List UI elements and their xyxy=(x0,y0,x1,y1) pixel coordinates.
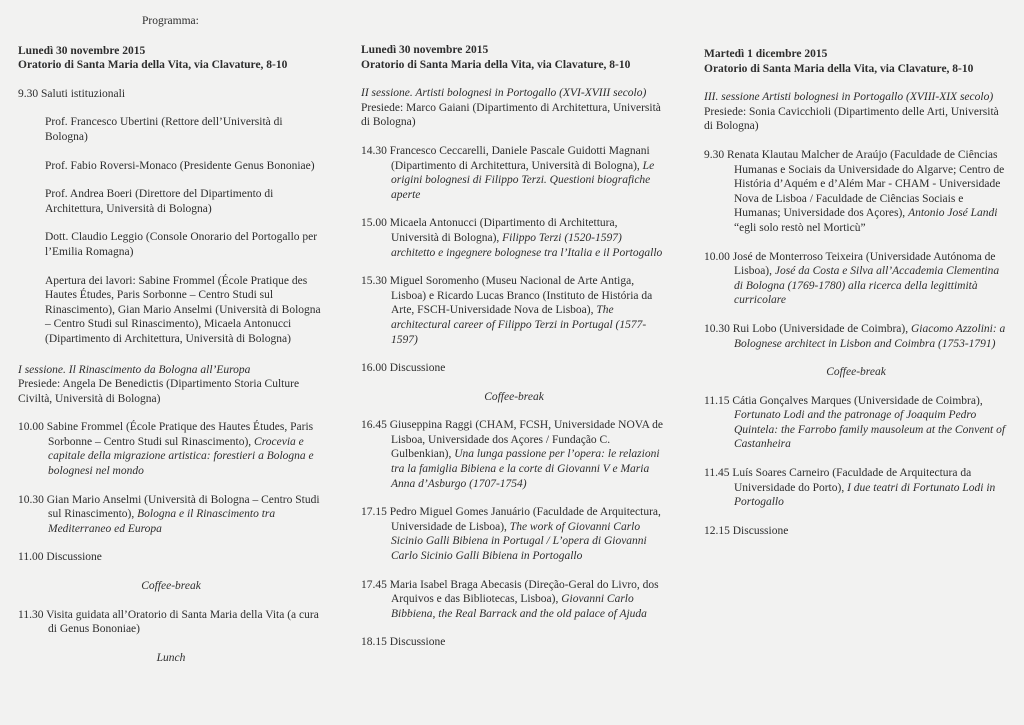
talk-title: Giovanni Carlo Bibbiena, the Real Barrack and the old palace of Ajuda xyxy=(391,593,647,620)
talk xyxy=(704,322,1008,351)
talk-speaker: 11.45 Luís Soares Carneiro (Faculdade de Arquitectura da Universidade do Porto), xyxy=(704,467,972,494)
talk-speaker: 17.45 Maria Isabel Braga Abecasis (Direção-Geral do Livro, dos Arquivos e das Bibliotecas, Lisboa), xyxy=(361,578,659,606)
session-chair: Presiede: Angela De Benedictis (Dipartimento Storia Culture Civiltà, Università di Bologna) xyxy=(18,378,300,405)
session-chair: Presiede: Sonia Cavicchioli (Dipartimento delle Arti, Università di Bologna) xyxy=(704,105,999,133)
lunch: Lunch xyxy=(156,651,186,664)
programme-title: Programma: xyxy=(142,15,199,27)
talk xyxy=(18,420,324,478)
talk-speaker: 15.30 Miguel Soromenho (Museu Nacional de Arte Antiga, Lisboa) e Ricardo Lucas Branco (Instituto de História da Arte, FSCH-Universidade Nova de Lisboa), xyxy=(361,275,653,317)
welcome-line: 9.30 Saluti istituzionali xyxy=(18,87,126,100)
opening-remarks: Apertura dei lavori: Sabine Frommel (École Pratique des Hautes Études, Paris Sorbonne – Centro Studi sul Rinascimento), Gian Mario Anselmi (Università di Bologna – Centro Studi sul Rinascimento), Micaela Antonucci (Dipartimento di Architettura, Università di Bologna) xyxy=(45,274,321,345)
talk xyxy=(704,394,1008,452)
talk xyxy=(361,578,667,622)
talk-quote: “egli solo restò nel Morticù” xyxy=(734,221,866,234)
session-title: III. sessione Artisti bolognesi in Portogallo (XVIII-XIX secolo) xyxy=(704,91,994,104)
column-day2 xyxy=(686,0,1024,725)
talk-title: Giacomo Azzolini: a Bolognese architect in Lisbon and Coimbra (1753-1791) xyxy=(734,322,1006,350)
talk-title: Filippo Terzi (1520-1597) architetto e ingegnere bolognese tra l’Italia e il Portogallo xyxy=(391,231,663,259)
talk-title: José da Costa e Silva all’Accademia Clementina di Bologna (1769-1780) alla ricerca della legittimità curricolare xyxy=(734,265,1000,307)
talk-title: The work of Giovanni Carlo Sicinio Galli Bibiena in Portugal / L’opera di Giovanni Carlo Sicinio Galli Bibiena in Portogallo xyxy=(391,520,647,563)
column-day1-afternoon xyxy=(343,0,683,725)
talk xyxy=(361,216,667,260)
column-day1-morning xyxy=(0,0,340,725)
talk-title: The architectural career of Filippo Terzi in Portugal (1577-1597) xyxy=(391,304,647,346)
talk-speaker: 9.30 Renata Klautau Malcher de Araújo (Faculdade de Ciências Humanas e Sociais da Universidade do Algarve; Centro de História d’Aquém e d’Além Mar - CHAM - Universidade Nova de Lisboa / Faculdade de Ciências Sociais e Humanas; Universidade dos Açores), xyxy=(704,148,1005,220)
talk-speaker: 17.15 Pedro Miguel Gomes Januário (Faculdade de Arquitectura, Universidade de Lisboa), xyxy=(361,506,661,533)
talk xyxy=(18,493,324,537)
discussion: 18.15 Discussione xyxy=(361,636,446,649)
venue-heading: Oratorio di Santa Maria della Vita, via Clavature, 8-10 xyxy=(704,62,974,75)
talk-title: Una lunga passione per l’opera: le relazioni tra la famiglia Bibiena e la corte di Giovanni V e Maria Anna d’Asburgo (1707-1754) xyxy=(391,448,660,490)
talk-title: Bologna e il Rinascimento tra Mediterraneo ed Europa xyxy=(48,508,276,535)
coffee-break: Coffee-break xyxy=(141,580,201,593)
coffee-break: Coffee-break xyxy=(484,390,544,403)
talk-speaker: 15.00 Micaela Antonucci (Dipartimento di Architettura, Università di Bologna), xyxy=(361,217,618,244)
date-heading: Lunedì 30 novembre 2015 xyxy=(18,44,146,57)
talk xyxy=(361,144,667,202)
talk-speaker: 14.30 Francesco Ceccarelli, Daniele Pascale Guidotti Magnani (Dipartimento di Architettura, Università di Bologna), xyxy=(361,144,650,172)
talk-title: Fortunato Lodi and the patronage of Joaquim Pedro Quintela: the Farrobo family mausoleum at the Convent of Castanheira xyxy=(734,409,1006,451)
discussion: 12.15 Discussione xyxy=(704,524,789,537)
session-chair: Presiede: Marco Gaiani (Dipartimento di Architettura, Università di Bologna) xyxy=(361,101,661,129)
talk xyxy=(704,250,1008,308)
talk-speaker: 10.00 Sabine Frommel (École Pratique des Hautes Études, Paris Sorbonne – Centro Studi sul Rinascimento), xyxy=(18,421,314,448)
talk-title: Crocevia e capitale della migrazione artistica: forestieri a Bologna e bolognesi nel mondo xyxy=(48,435,314,478)
discussion: 11.00 Discussione xyxy=(18,551,102,564)
venue-heading: Oratorio di Santa Maria della Vita, via Clavature, 8-10 xyxy=(361,58,631,71)
discussion: 16.00 Discussione xyxy=(361,362,446,375)
session-title: II sessione. Artisti bolognesi in Portogallo (XVI-XVIII secolo) xyxy=(361,87,647,100)
session-title: I sessione. Il Rinascimento da Bologna all’Europa xyxy=(18,363,251,376)
talk xyxy=(361,274,667,347)
talk xyxy=(704,466,1008,510)
talk-speaker: 10.30 Rui Lobo (Universidade de Coimbra), xyxy=(704,322,909,335)
greeting-2: Prof. Fabio Roversi-Monaco (Presidente Genus Bononiae) xyxy=(45,159,315,172)
talk-speaker: 16.45 Giuseppina Raggi (CHAM, FCSH, Universidade NOVA de Lisboa, Universidade dos Açores / Fundação C. Gulbenkian), xyxy=(361,419,663,461)
talk xyxy=(361,418,667,491)
guided-visit: 11.30 Visita guidata all’Oratorio di Santa Maria della Vita (a cura di Genus Bononiae) xyxy=(18,608,319,636)
talk-speaker: 10.00 José de Monterroso Teixeira (Universidade Autónoma de Lisboa), xyxy=(704,250,996,278)
coffee-break: Coffee-break xyxy=(826,366,886,379)
greeting-1: Prof. Francesco Ubertini (Rettore dell’Università di Bologna) xyxy=(45,116,283,143)
talk-speaker: 11.15 Cátia Gonçalves Marques (Universidade de Coimbra), xyxy=(704,394,983,407)
greeting-3: Prof. Andrea Boeri (Direttore del Dipartimento di Architettura, Università di Bologna) xyxy=(45,188,274,215)
talk-title: I due teatri di Fortunato Lodi in Portogallo xyxy=(734,481,996,509)
talk-title: Antonio José Landi xyxy=(908,207,998,220)
talk-title: Le origini bolognesi di Filippo Terzi. Questioni biografiche aperte xyxy=(391,159,655,201)
date-heading: Lunedì 30 novembre 2015 xyxy=(361,44,489,56)
talk-speaker: 10.30 Gian Mario Anselmi (Università di Bologna – Centro Studi sul Rinascimento), xyxy=(18,493,320,521)
date-heading: Martedì 1 dicembre 2015 xyxy=(704,48,828,60)
venue-heading: Oratorio di Santa Maria della Vita, via Clavature, 8-10 xyxy=(18,59,288,72)
greeting-4: Dott. Claudio Leggio (Console Onorario del Portogallo per l’Emilia Romagna) xyxy=(45,231,318,258)
talk xyxy=(704,148,1008,236)
talk xyxy=(361,505,667,563)
